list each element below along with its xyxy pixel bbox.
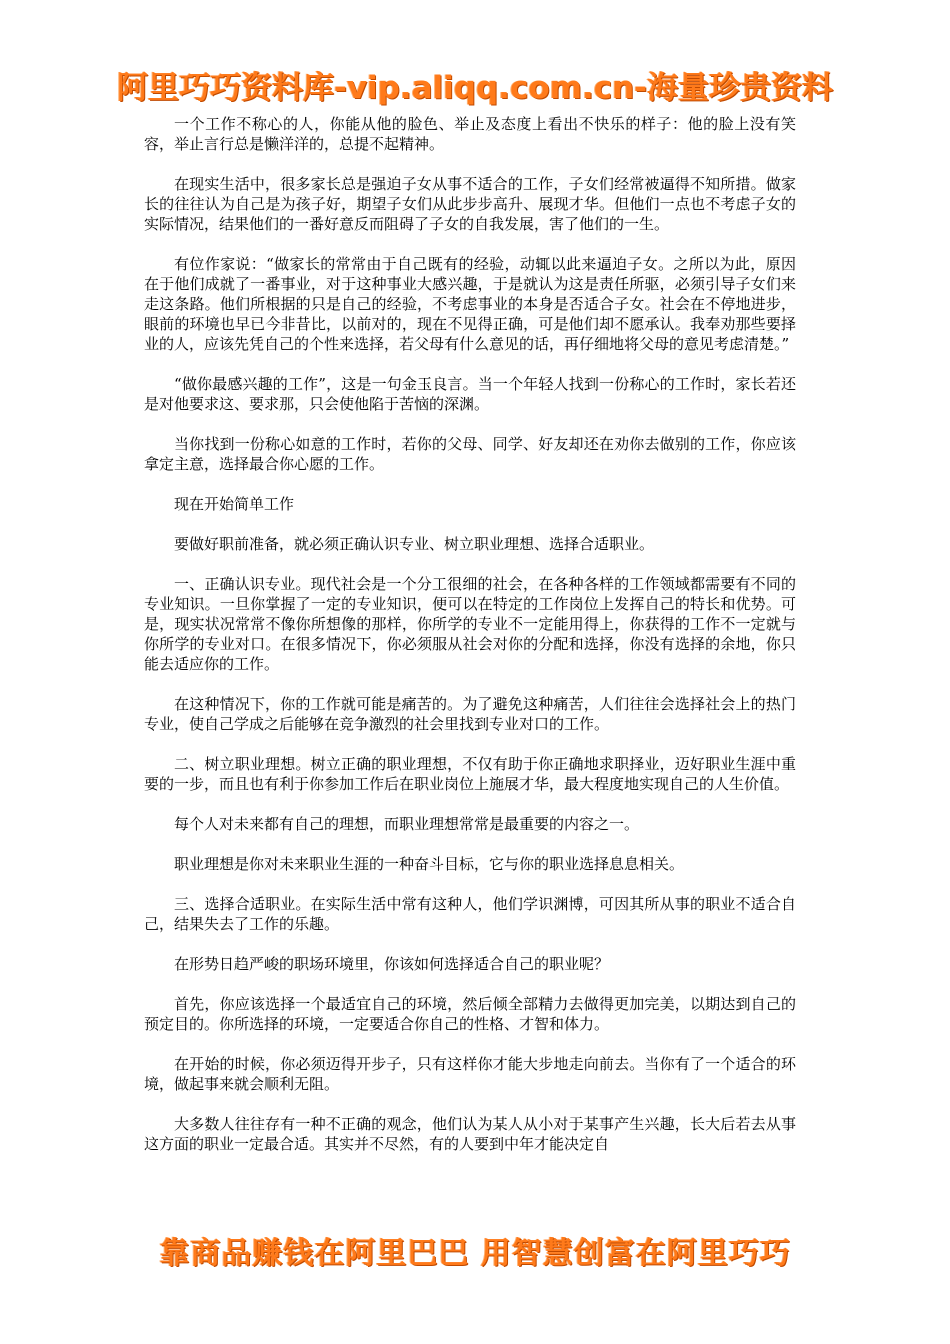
paragraph: 在这种情况下，你的工作就可能是痛苦的。为了避免这种痛苦，人们往往会选择社会上的热门专业，使自己学成之后能够在竞争激烈的社会里找到专业对口的工作。 xyxy=(144,695,796,733)
paragraph: 当你找到一份称心如意的工作时，若你的父母、同学、好友却还在劝你去做别的工作，你应该拿定主意，选择最合你心愿的工作。 xyxy=(144,435,796,473)
paragraph: 在现实生活中，很多家长总是强迫子女从事不适合的工作，子女们经常被逼得不知所措。做家长的往往认为自己是为孩子好，期望子女们从此步步高升、展现才华。但他们一点也不考虑子女的实际情况，结果他们的一番好意反而阻碍了子女的自我发展，害了他们的一生。 xyxy=(144,175,796,233)
header-banner: 阿里巧巧资料库-vip.aliqq.com.cn-海量珍贵资料 xyxy=(116,70,834,106)
section-heading: 现在开始简单工作 xyxy=(174,495,295,513)
paragraph: 在形势日趋严峻的职场环境里，你该如何选择适合自己的职业呢？ xyxy=(174,955,610,973)
paragraph: 职业理想是你对未来职业生涯的一种奋斗目标，它与你的职业选择息息相关。 xyxy=(174,855,685,873)
paragraph: 二、树立职业理想。树立正确的职业理想，不仅有助于你正确地求职择业，迈好职业生涯中重要的一步，而且也有利于你参加工作后在职业岗位上施展才华，最大程度地实现自己的人生价值。 xyxy=(144,755,796,793)
paragraph: 三、选择合适职业。在实际生活中常有这种人，他们学识渊博，可因其所从事的职业不适合自己，结果失去了工作的乐趣。 xyxy=(144,895,796,933)
paragraph: 一、正确认识专业。现代社会是一个分工很细的社会，在各种各样的工作领域都需要有不同的专业知识。一旦你掌握了一定的专业知识，便可以在特定的工作岗位上发挥自己的特长和优势。可是，现实状况常常不像你所想像的那样，你所学的专业不一定能用得上，你获得的工作不一定就与你所学的专业对口。在很多情况下，你必须服从社会对你的分配和选择，你没有选择的余地，你只能去适应你的工作。 xyxy=(144,575,796,673)
paragraph: 首先，你应该选择一个最适宜自己的环境，然后倾全部精力去做得更加完美，以期达到自己的预定目的。你所选择的环境，一定要适合你自己的性格、才智和体力。 xyxy=(144,995,796,1033)
paragraph: 每个人对未来都有自己的理想，而职业理想常常是最重要的内容之一。 xyxy=(174,815,640,833)
paragraph: 大多数人往往存有一种不正确的观念，他们认为某人从小对于某事产生兴趣，长大后若去从事这方面的职业一定最合适。其实并不尽然，有的人要到中年才能决定自 xyxy=(144,1115,796,1153)
footer-banner: 靠商品赚钱在阿里巴巴 用智慧创富在阿里巧巧 xyxy=(159,1236,791,1271)
paragraph: 有位作家说：“做家长的常常由于自己既有的经验，动辄以此来逼迫子女。之所以为此，原因在于他们成就了一番事业，对于这种事业大感兴趣，于是就认为这是责任所驱，必须引导子女们来走这条路。他们所根据的只是自己的经验，不考虑事业的本身是否适合子女。社会在不停地进步，眼前的环境也早已今非昔比，以前对的，现在不见得正确，可是他们却不愿承认。我奉劝那些要择业的人，应该先凭自己的个性来选择，若父母有什么意见的话，再仔细地将父母的意见考虑清楚。” xyxy=(144,255,796,353)
document-body xyxy=(144,114,796,1154)
paragraph: 在开始的时候，你必须迈得开步子，只有这样你才能大步地走向前去。当你有了一个适合的环境，做起事来就会顺利无阻。 xyxy=(144,1055,796,1093)
paragraph: 一个工作不称心的人，你能从他的脸色、举止及态度上看出不快乐的样子：他的脸上没有笑容，举止言行总是懒洋洋的，总提不起精神。 xyxy=(144,115,796,153)
paragraph: 要做好职前准备，就必须正确认识专业、树立职业理想、选择合适职业。 xyxy=(174,535,655,553)
paragraph: “做你最感兴趣的工作”，这是一句金玉良言。当一个年轻人找到一份称心的工作时，家长若还是对他要求这、要求那，只会使他陷于苦恼的深渊。 xyxy=(144,375,796,413)
